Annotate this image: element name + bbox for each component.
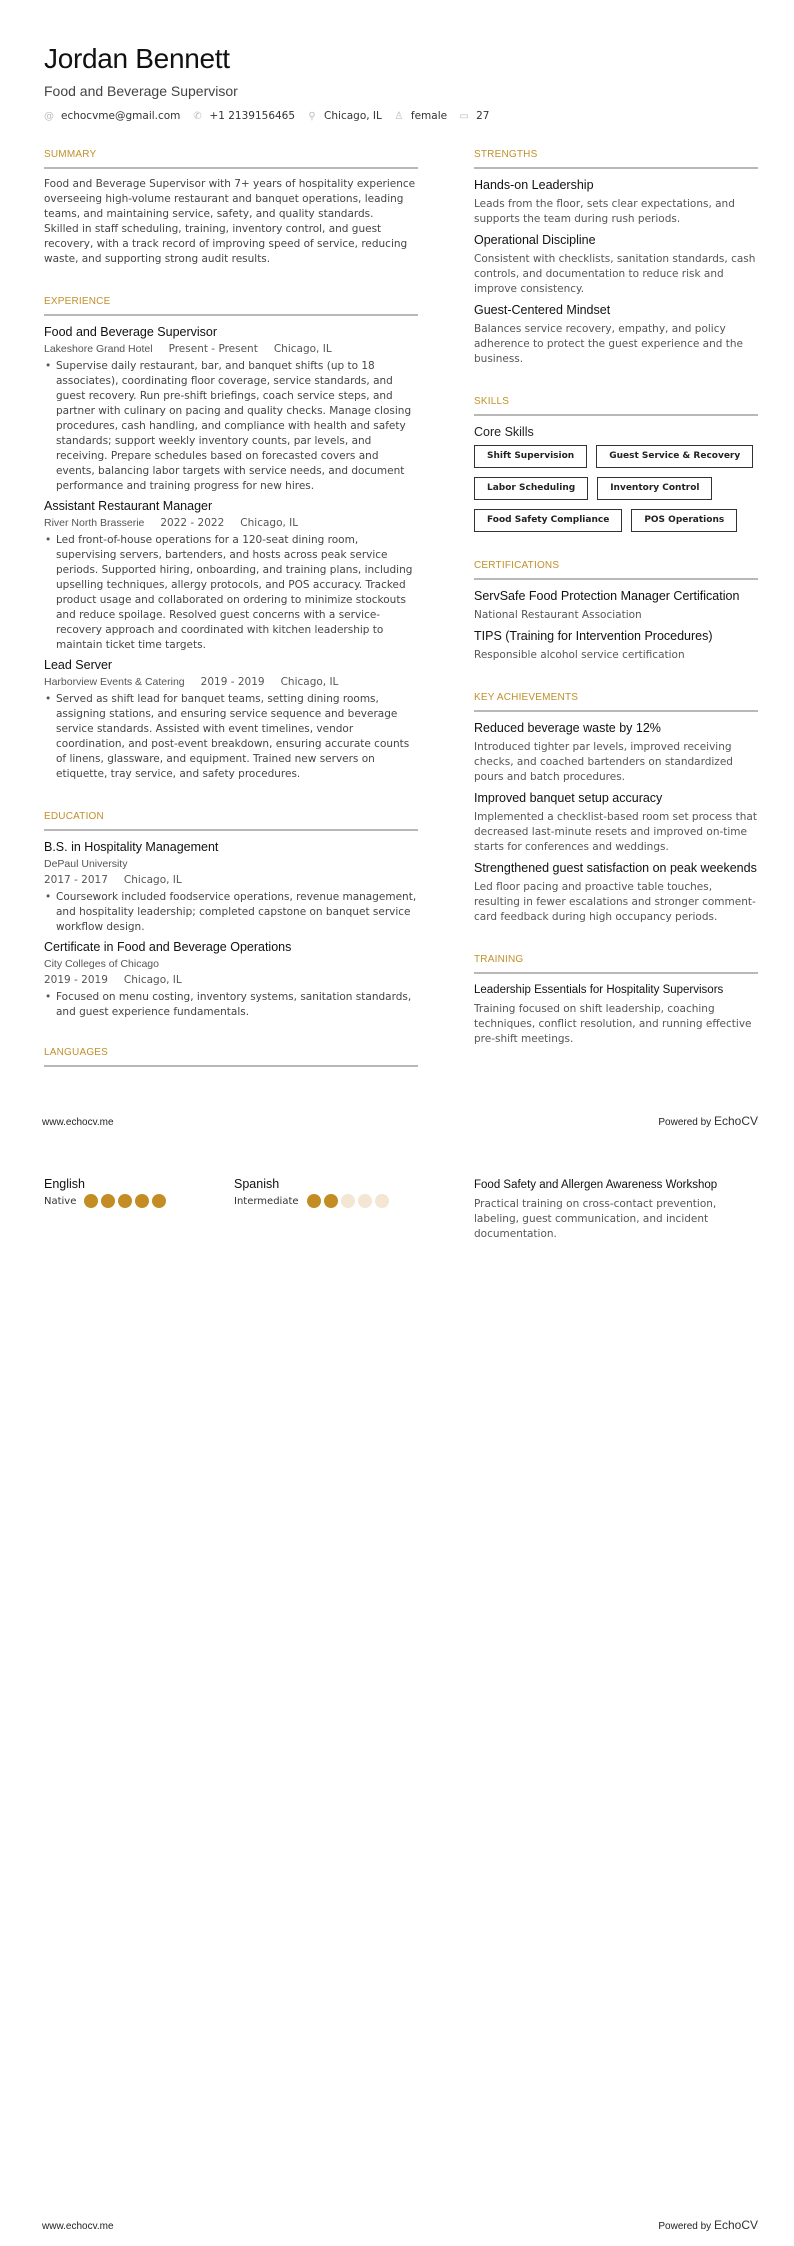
education-bullet: • Coursework included foodservice operations, revenue management, and hospitality leadership; completed capstone on banquet service workflow design. [44, 890, 418, 935]
date-range: Present - Present [168, 343, 258, 355]
job-meta [44, 342, 418, 357]
section-divider [474, 167, 758, 169]
brand-logo[interactable]: EchoCV [713, 2218, 758, 2232]
section-heading: EXPERIENCE [44, 296, 111, 307]
achievement-desc: Led floor pacing and proactive table touches, resulting in fewer escalations and stronger comment-card feedback during high occupancy periods. [474, 881, 756, 923]
summary-section [44, 148, 418, 267]
strengths-section [474, 148, 758, 367]
achievement-title: Improved banquet setup accuracy [474, 791, 663, 805]
job-bullet: • Served as shift lead for banquet teams, setting dining rooms, assigning stations, and ensuring service sequence and beverage service standards. Assisted with event timelines, vendor coordination, and post-event breakdown, ensuring accurate counts of linens, glassware, and equipment. Trained new servers on etiquette, tray service, and safety procedures. [44, 692, 418, 782]
achievement-item [474, 790, 758, 855]
rating-dot-empty-icon [341, 1194, 355, 1208]
powered-by [658, 1114, 758, 1128]
language-item [44, 1176, 234, 1208]
candidate-title: Food and Beverage Supervisor [44, 83, 238, 99]
calendar-icon: ▭ [459, 110, 469, 122]
school-location: Chicago, IL [123, 974, 182, 986]
skill-tag: Guest Service & Recovery [596, 445, 753, 468]
location-pin-icon: ⚲ [308, 110, 316, 122]
rating-dot-filled-icon [101, 1194, 115, 1208]
section-heading: KEY ACHIEVEMENTS [474, 692, 579, 703]
experience-item [44, 324, 418, 494]
age-value: 27 [476, 110, 490, 122]
powered-by-label: Powered by [658, 1117, 712, 1128]
education-meta [44, 973, 418, 988]
left-column [44, 148, 418, 1075]
page-footer [42, 1114, 758, 1128]
contact-bar [44, 110, 501, 122]
date-range: 2017 - 2017 [44, 874, 108, 886]
language-item [234, 1176, 424, 1208]
language-proficiency [234, 1194, 424, 1208]
contact-gender [394, 110, 447, 122]
job-title: Lead Server [44, 658, 113, 672]
training-item [474, 982, 758, 1047]
gender-value: female [410, 110, 448, 122]
section-heading: SKILLS [474, 396, 510, 407]
strength-desc: Balances service recovery, empathy, and policy adherence to protect the guest experience and the business. [474, 323, 743, 365]
section-divider [44, 829, 418, 831]
certification-issuer: Responsible alcohol service certification [474, 649, 685, 661]
section-heading: SUMMARY [44, 149, 97, 160]
training-desc: Training focused on shift leadership, coaching techniques, conflict resolution, and running effective pre-shift meetings. [474, 1003, 752, 1045]
rating-dot-filled-icon [324, 1194, 338, 1208]
language-proficiency [44, 1194, 234, 1208]
footer-website-link[interactable]: www.echocv.me [42, 1117, 114, 1128]
candidate-name: Jordan Bennett [44, 43, 230, 74]
job-location: Chicago, IL [273, 343, 332, 355]
job-location: Chicago, IL [240, 517, 299, 529]
education-meta [44, 873, 418, 888]
resume-page-2 [0, 1140, 794, 2246]
certification-title: ServSafe Food Protection Manager Certification [474, 589, 740, 603]
rating-dots [307, 1194, 392, 1208]
achievement-title: Strengthened guest satisfaction on peak weekends [474, 861, 757, 875]
certification-item [474, 588, 758, 623]
languages-section [44, 1046, 418, 1067]
strength-item [474, 177, 758, 227]
experience-item [44, 657, 418, 782]
strength-item [474, 302, 758, 367]
job-bullet: • Supervise daily restaurant, bar, and banquet shifts (up to 18 associates), coordinating floor coverage, service standards, and guest recovery. Run pre-shift briefings, coach service steps, and partner with culinary on pacing and quality checks. Manage closing procedures, cash handling, and compliance with health and safety standards; support weekly inventory counts, par levels, and receiving. Prepare schedules based on forecasted covers and events, balancing labor targets with service needs, and document performance and training progress for new hires. [44, 359, 418, 494]
training-desc: Practical training on cross-contact prevention, labeling, guest communication, and incident documentation. [474, 1198, 717, 1240]
employer: River North Brasserie [44, 517, 145, 529]
employer: Lakeshore Grand Hotel [44, 343, 153, 355]
section-heading: TRAINING [474, 954, 524, 965]
job-bullet: • Led front-of-house operations for a 120-seat dining room, supervising servers, bartenders, and hosts across peak service periods. Supported hiring, onboarding, and training plans, including upselling techniques, allergy protocols, and POS accuracy. Tracked product usage and collaborated on ordering to minimize stockouts and reduce spoilage. Resolved guest concerns with a service-recovery approach and coordinated with kitchen leadership to maintain ticket time targets. [44, 533, 418, 653]
powered-by-label: Powered by [658, 2221, 712, 2232]
date-range: 2019 - 2019 [44, 974, 108, 986]
languages-list [44, 1176, 424, 1208]
achievements-section [474, 691, 758, 925]
strength-item [474, 232, 758, 297]
rating-dot-empty-icon [375, 1194, 389, 1208]
skill-tag: Food Safety Compliance [474, 509, 622, 532]
footer-website-link[interactable]: www.echocv.me [42, 2221, 114, 2232]
section-heading: EDUCATION [44, 811, 104, 822]
phone-icon: ✆ [193, 110, 202, 122]
language-name: English [44, 1177, 85, 1191]
training-section [474, 953, 758, 1047]
achievement-item [474, 860, 758, 925]
education-bullet: • Focused on menu costing, inventory systems, sanitation standards, and guest experience fundamentals. [44, 990, 418, 1020]
achievement-title: Reduced beverage waste by 12% [474, 721, 661, 735]
experience-item [44, 498, 418, 653]
degree-title: Certificate in Food and Beverage Operations [44, 940, 292, 954]
strength-title: Guest-Centered Mindset [474, 303, 611, 317]
employer: Harborview Events & Catering [44, 676, 185, 688]
skill-tag: Labor Scheduling [474, 477, 588, 500]
rating-dots [84, 1194, 169, 1208]
section-divider [474, 972, 758, 974]
powered-by [658, 2218, 758, 2232]
school-name: DePaul University [44, 858, 128, 870]
training-item [474, 1177, 758, 1242]
date-range: 2022 - 2022 [160, 517, 225, 529]
certification-title: TIPS (Training for Intervention Procedures) [474, 629, 713, 643]
section-heading: STRENGTHS [474, 149, 538, 160]
skill-tag: POS Operations [631, 509, 737, 532]
skill-tag: Shift Supervision [474, 445, 587, 468]
person-icon: ♙ [394, 110, 404, 122]
rating-dot-filled-icon [152, 1194, 166, 1208]
rating-dot-filled-icon [84, 1194, 98, 1208]
right-column-continued [474, 1172, 758, 1242]
section-divider [474, 710, 758, 712]
school-name-row [44, 857, 418, 872]
summary-paragraph: Skilled in staff scheduling, training, inventory control, and guest recovery, with a track record of improving speed of service, reducing waste, and supporting strong audit results. [44, 223, 408, 265]
brand-logo[interactable]: EchoCV [713, 1114, 758, 1128]
job-meta [44, 675, 418, 690]
language-level: Intermediate [234, 1195, 299, 1207]
certification-item [474, 628, 758, 663]
contact-email[interactable] [44, 110, 180, 122]
resume-header [44, 42, 501, 122]
rating-dot-filled-icon [307, 1194, 321, 1208]
skill-tag: Inventory Control [597, 477, 712, 500]
section-heading: CERTIFICATIONS [474, 560, 560, 571]
rating-dot-filled-icon [135, 1194, 149, 1208]
school-name: City Colleges of Chicago [44, 958, 159, 970]
job-location: Chicago, IL [280, 676, 339, 688]
skill-tags [474, 445, 764, 541]
training-title: Food Safety and Allergen Awareness Workshop [474, 1179, 718, 1191]
certification-issuer: National Restaurant Association [474, 609, 642, 621]
section-divider [44, 1065, 418, 1067]
phone-value: +1 2139156465 [209, 110, 296, 122]
rating-dot-filled-icon [118, 1194, 132, 1208]
right-column [474, 148, 758, 1047]
degree-title: B.S. in Hospitality Management [44, 840, 219, 854]
education-item [44, 839, 418, 935]
contact-location [307, 110, 382, 122]
section-divider [474, 578, 758, 580]
summary-paragraph: Food and Beverage Supervisor with 7+ years of hospitality experience overseeing high-volume restaurant and banquet operations, leading teams, and maintaining service, safety, and quality standards. [44, 178, 416, 220]
job-title: Food and Beverage Supervisor [44, 325, 218, 339]
school-name-row [44, 957, 418, 972]
school-location: Chicago, IL [123, 874, 182, 886]
skills-group-title: Core Skills [474, 425, 534, 439]
location-value: Chicago, IL [324, 110, 382, 122]
rating-dot-empty-icon [358, 1194, 372, 1208]
skills-section [474, 395, 758, 541]
certifications-section [474, 559, 758, 663]
email-value: echocvme@gmail.com [61, 110, 181, 122]
achievement-item [474, 720, 758, 785]
achievement-desc: Introduced tighter par levels, improved receiving checks, and coached bartenders on standardized pours and batch procedures. [474, 741, 733, 783]
job-title: Assistant Restaurant Manager [44, 499, 213, 513]
language-level: Native [44, 1195, 77, 1207]
page-footer [42, 2218, 758, 2232]
training-title: Leadership Essentials for Hospitality Supervisors [474, 984, 724, 996]
section-divider [44, 167, 418, 169]
at-icon: @ [44, 110, 54, 122]
experience-section [44, 295, 418, 782]
strength-desc: Consistent with checklists, sanitation standards, cash controls, and documentation to reduce risk and improve consistency. [474, 253, 756, 295]
contact-age [459, 110, 489, 122]
strength-title: Operational Discipline [474, 233, 596, 247]
achievement-desc: Implemented a checklist-based room set process that decreased last-minute resets and improved on-time starts for conferences and weddings. [474, 811, 757, 853]
strength-title: Hands-on Leadership [474, 178, 594, 192]
language-name: Spanish [234, 1177, 280, 1191]
education-section [44, 810, 418, 1020]
education-item [44, 939, 418, 1020]
section-divider [474, 414, 758, 416]
job-meta [44, 516, 418, 531]
contact-phone[interactable] [192, 110, 295, 122]
strength-desc: Leads from the floor, sets clear expectations, and supports the team during rush periods. [474, 198, 735, 225]
section-heading: LANGUAGES [44, 1047, 109, 1058]
section-divider [44, 314, 418, 316]
date-range: 2019 - 2019 [200, 676, 265, 688]
